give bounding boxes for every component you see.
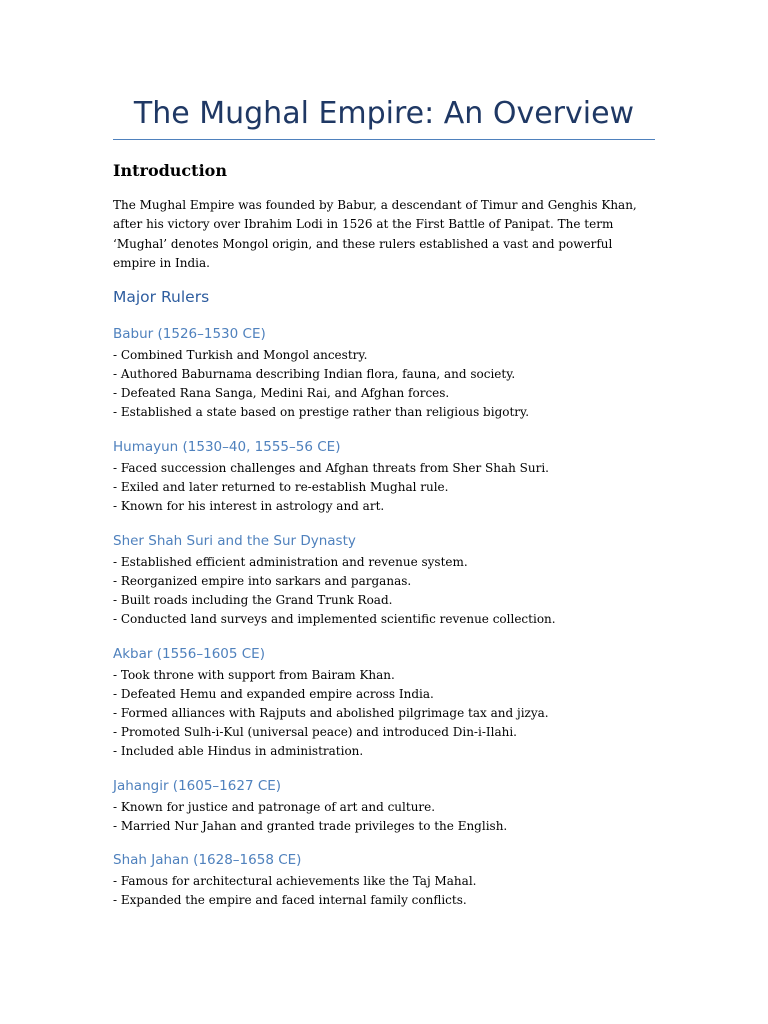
- ruler-points-list: [113, 872, 655, 910]
- ruler-point: - Known for his interest in astrology and art.: [113, 499, 385, 513]
- ruler-point: - Married Nur Jahan and granted trade privileges to the English.: [113, 819, 508, 833]
- ruler-section-shah-jahan: [113, 850, 655, 910]
- ruler-points-list: [113, 798, 655, 836]
- ruler-point: - Faced succession challenges and Afghan threats from Sher Shah Suri.: [113, 461, 549, 475]
- ruler-heading: Humayun (1530–40, 1555–56 CE): [113, 439, 341, 455]
- ruler-heading: Shah Jahan (1628–1658 CE): [113, 852, 302, 868]
- ruler-point: - Took throne with support from Bairam Khan.: [113, 668, 395, 682]
- ruler-heading: Babur (1526–1530 CE): [113, 326, 266, 342]
- ruler-section-babur: [113, 324, 655, 422]
- ruler-points-list: [113, 459, 655, 516]
- ruler-point: - Reorganized empire into sarkars and parganas.: [113, 574, 412, 588]
- ruler-section-jahangir: [113, 776, 655, 836]
- ruler-point: - Combined Turkish and Mongol ancestry.: [113, 348, 368, 362]
- ruler-point: - Formed alliances with Rajputs and abolished pilgrimage tax and jizya.: [113, 706, 549, 720]
- ruler-point: - Conducted land surveys and implemented scientific revenue collection.: [113, 612, 556, 626]
- ruler-point: - Expanded the empire and faced internal family conflicts.: [113, 893, 467, 907]
- ruler-heading: Jahangir (1605–1627 CE): [113, 778, 282, 794]
- introduction-paragraph: The Mughal Empire was founded by Babur, a descendant of Timur and Genghis Khan, after his victory over Ibrahim Lodi in 1526 at the First Battle of Panipat. The term ‘Mughal’ denotes Mongol origin, and these rulers established a vast and powerful empire in India.: [113, 198, 637, 271]
- ruler-heading: Sher Shah Suri and the Sur Dynasty: [113, 533, 356, 549]
- ruler-point: - Defeated Hemu and expanded empire across India.: [113, 687, 434, 701]
- ruler-section-sher-shah-suri: [113, 531, 655, 629]
- ruler-point: - Promoted Sulh-i-Kul (universal peace) and introduced Din-i-Ilahi.: [113, 725, 517, 739]
- ruler-points-list: [113, 346, 655, 422]
- ruler-points-list: [113, 553, 655, 629]
- ruler-point: - Defeated Rana Sanga, Medini Rai, and Afghan forces.: [113, 386, 450, 400]
- title-underline: [113, 139, 655, 140]
- major-rulers-heading: Major Rulers: [113, 288, 210, 306]
- ruler-section-akbar: [113, 644, 655, 761]
- ruler-point: - Famous for architectural achievements like the Taj Mahal.: [113, 874, 477, 888]
- ruler-point: - Built roads including the Grand Trunk Road.: [113, 593, 393, 607]
- ruler-point: - Included able Hindus in administration.: [113, 744, 364, 758]
- document-title: The Mughal Empire: An Overview: [133, 96, 635, 131]
- ruler-point: - Authored Baburnama describing Indian flora, fauna, and society.: [113, 367, 516, 381]
- ruler-point: - Exiled and later returned to re-establish Mughal rule.: [113, 480, 449, 494]
- ruler-point: - Established efficient administration and revenue system.: [113, 555, 468, 569]
- ruler-point: - Known for justice and patronage of art and culture.: [113, 800, 436, 814]
- ruler-points-list: [113, 666, 655, 761]
- ruler-section-humayun: [113, 437, 655, 516]
- ruler-heading: Akbar (1556–1605 CE): [113, 646, 265, 662]
- introduction-heading: Introduction: [113, 161, 227, 180]
- ruler-point: - Established a state based on prestige rather than religious bigotry.: [113, 405, 530, 419]
